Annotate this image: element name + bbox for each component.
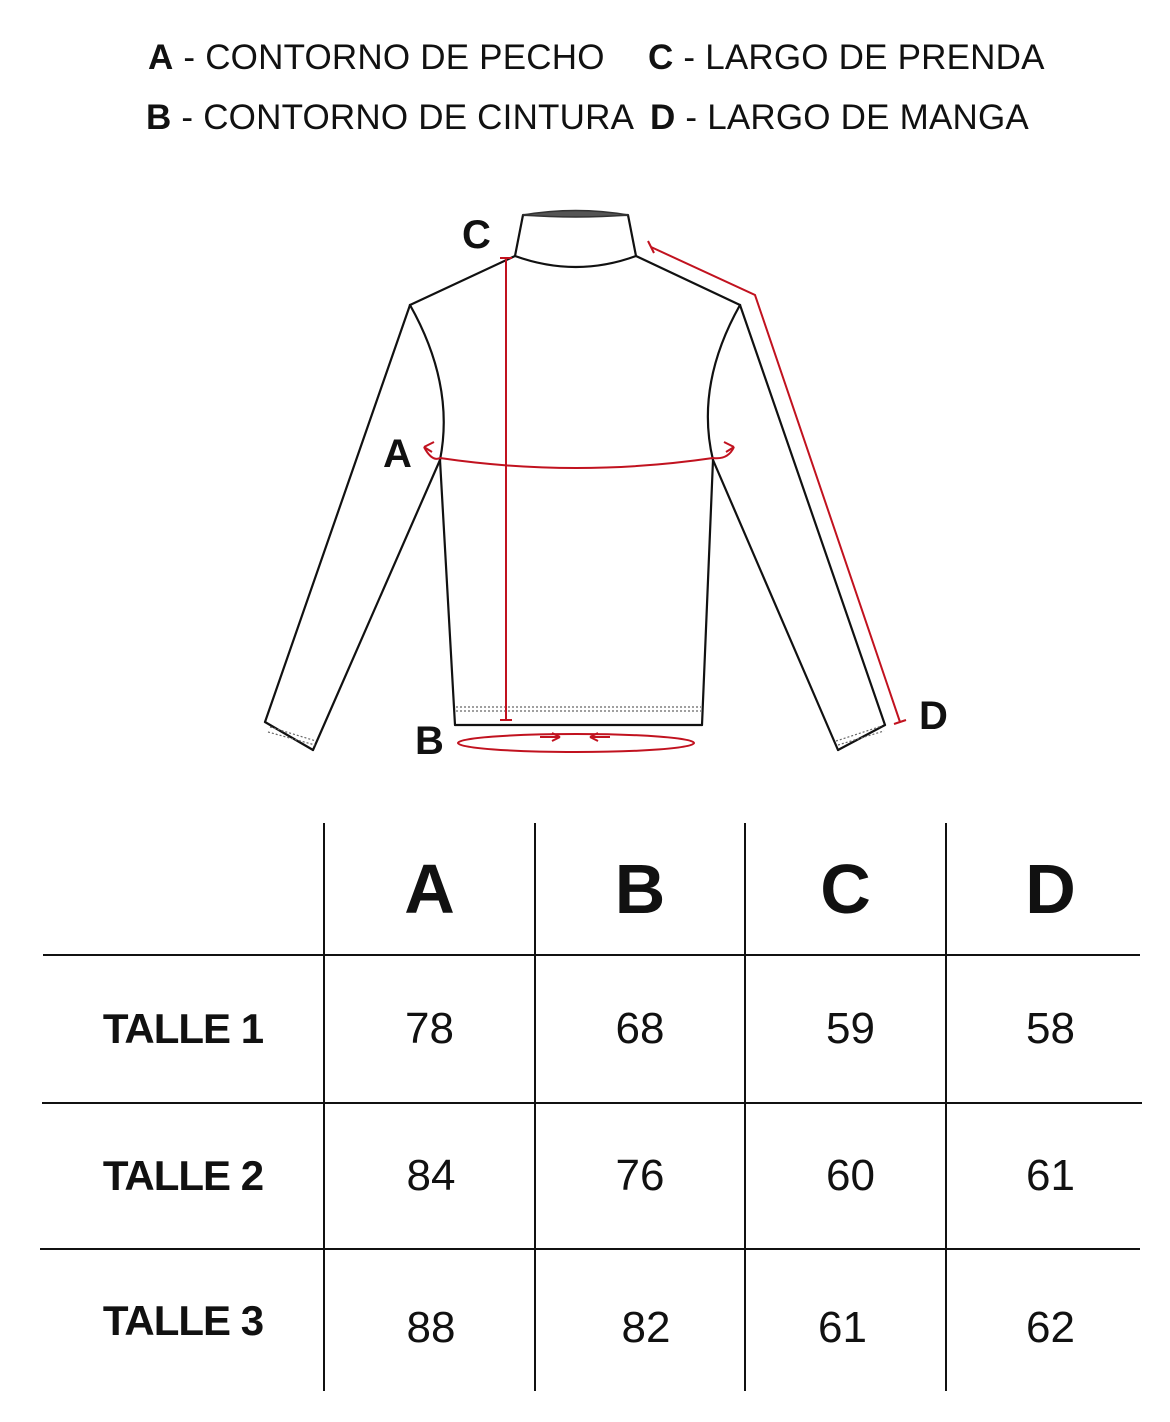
- cell-talle-2-c: 60: [826, 1151, 875, 1200]
- diagram-label-d: D: [919, 694, 948, 738]
- row-label-talle-1: TALLE 1: [102, 1005, 264, 1052]
- diagram-label-c: C: [462, 213, 491, 257]
- legend-key-c: C: [648, 38, 674, 77]
- legend-key-a: A: [148, 38, 174, 77]
- legend-text-a: - CONTORNO DE PECHO: [173, 38, 605, 77]
- legend-text-b: - CONTORNO DE CINTURA: [171, 98, 635, 137]
- collar: [515, 215, 636, 267]
- left-side-seam: [440, 460, 455, 725]
- row-label-talle-3: TALLE 3: [102, 1296, 264, 1344]
- cell-talle-3-a: 88: [406, 1303, 456, 1352]
- measure-a-curve: [424, 447, 734, 468]
- collar-inner: [523, 211, 628, 218]
- cell-talle-3-b: 82: [621, 1303, 671, 1352]
- column-header-a: A: [404, 849, 455, 928]
- right-sleeve-inner: [713, 460, 838, 750]
- legend-key-b: B: [146, 98, 172, 137]
- diagram-label-a: A: [383, 432, 412, 476]
- cell-talle-1-d: 58: [1026, 1004, 1075, 1053]
- column-header-c: C: [820, 849, 871, 928]
- legend-text-d: - LARGO DE MANGA: [675, 98, 1029, 137]
- diagram-label-b: B: [415, 719, 444, 763]
- column-header-b: B: [614, 849, 666, 928]
- cell-talle-1-b: 68: [615, 1004, 665, 1053]
- cell-talle-2-a: 84: [406, 1151, 456, 1200]
- cell-talle-2-d: 61: [1026, 1151, 1075, 1200]
- left-sleeve-outer: [265, 305, 410, 722]
- left-sleeve-cuff: [265, 722, 313, 750]
- right-armhole: [708, 305, 740, 460]
- cell-talle-1-c: 59: [826, 1004, 875, 1053]
- cell-talle-1-a: 78: [405, 1004, 454, 1053]
- left-shoulder: [410, 256, 515, 305]
- legend-text-c: - LARGO DE PRENDA: [673, 38, 1045, 77]
- row-label-talle-2: TALLE 2: [102, 1152, 264, 1199]
- left-sleeve-inner: [313, 460, 440, 750]
- column-header-d: D: [1025, 849, 1076, 928]
- measure-b-ellipse: [458, 734, 694, 752]
- measure-d-line: [651, 247, 900, 722]
- cell-talle-3-d: 62: [1026, 1303, 1075, 1352]
- legend-key-d: D: [650, 98, 676, 137]
- left-armhole: [410, 305, 444, 460]
- right-side-seam: [702, 460, 713, 725]
- cell-talle-3-c: 61: [818, 1303, 867, 1352]
- garment-outline: [265, 211, 885, 751]
- measurement-lines: [424, 241, 906, 752]
- cell-talle-2-b: 76: [615, 1151, 665, 1200]
- right-sleeve-outer: [740, 305, 885, 725]
